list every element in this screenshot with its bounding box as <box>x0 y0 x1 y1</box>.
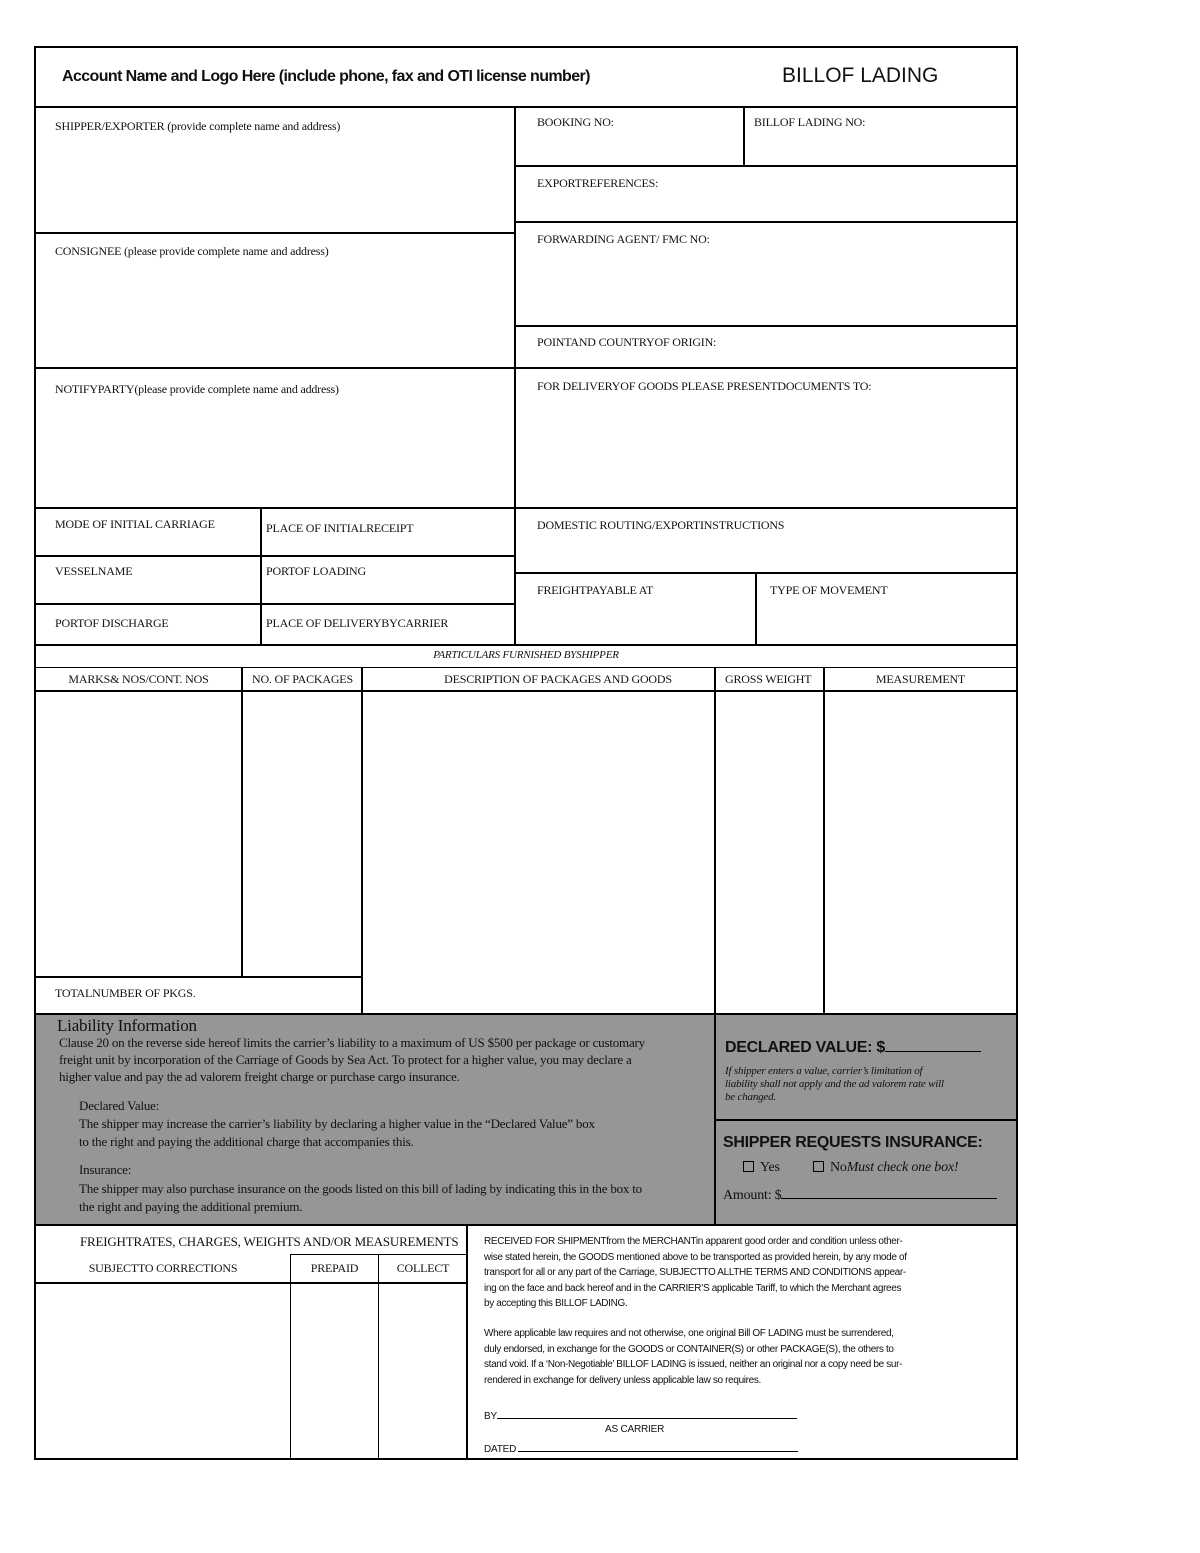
declared-value-text: The shipper may increase the carrier’s liability by declaring a higher value in the “Declared Value” box <box>79 1116 595 1131</box>
rule <box>514 221 1018 223</box>
declared-value-note: If shipper enters a value, carrier’s limitation of <box>725 1065 923 1077</box>
declared-value-label[interactable] <box>725 1035 981 1057</box>
rule <box>290 1254 468 1255</box>
insurance-request-label: SHIPPER REQUESTS INSURANCE: <box>723 1134 983 1151</box>
notify-party-field[interactable]: NOTIFYPARTY(please provide complete name and address) <box>55 382 339 396</box>
rule <box>378 1254 379 1460</box>
domestic-routing-field[interactable]: DOMESTIC ROUTING/EXPORTINSTRUCTIONS <box>537 518 785 532</box>
terms-line: Where applicable law requires and not otherwise, one original Bill OF LADING must be surrendered, <box>484 1328 894 1339</box>
yes-label: Yes <box>760 1160 780 1175</box>
mode-initial-carriage-field[interactable]: MODE OF INITIAL CARRIAGE <box>55 517 215 531</box>
liability-clause-line: higher value and pay the ad valorem freight charge or purchase cargo insurance. <box>59 1069 460 1084</box>
terms-line: transport for all or any part of the Carriage, SUBJECTTO ALLTHE TERMS AND CONDITIONS appear- <box>484 1267 906 1278</box>
declared-value-heading: Declared Value: <box>79 1098 160 1113</box>
rule <box>34 644 1018 646</box>
rule <box>514 367 1018 369</box>
packages-input-area[interactable] <box>244 693 360 975</box>
shipper-exporter-field[interactable]: SHIPPER/EXPORTER (provide complete name and address) <box>55 119 341 133</box>
place-of-delivery-field[interactable]: PLACE OF DELIVERYBYCARRIER <box>266 616 449 630</box>
account-name-placeholder: Account Name and Logo Here (include phone, fax and OTI license number) <box>62 68 590 85</box>
must-check-note: Must check one box! <box>846 1160 959 1175</box>
charges-input-area[interactable] <box>38 1286 288 1458</box>
rule <box>823 667 825 1015</box>
rule <box>34 603 516 605</box>
forwarding-agent-field[interactable]: FORWARDING AGENT/ FMC NO: <box>537 232 710 246</box>
rule <box>514 106 516 646</box>
freight-payable-at-field[interactable]: FREIGHTPAYABLE AT <box>537 583 654 597</box>
rule <box>34 1282 468 1284</box>
as-carrier-label: AS CARRIER <box>605 1424 665 1435</box>
rule <box>34 232 516 234</box>
insurance-heading: Insurance: <box>79 1162 132 1177</box>
rule <box>514 325 1018 327</box>
rule <box>743 106 745 166</box>
rule <box>241 667 243 978</box>
delivery-documents-field[interactable]: FOR DELIVERYOF GOODS PLEASE PRESENTDOCUMENTS TO: <box>537 379 872 393</box>
rule <box>361 667 363 1015</box>
place-initial-receipt-field[interactable]: PLACE OF INITIALRECEIPT <box>266 521 414 535</box>
insurance-amount-field[interactable] <box>723 1184 997 1204</box>
rule <box>714 1119 1018 1121</box>
vessel-name-field[interactable]: VESSELNAME <box>55 564 133 578</box>
rule <box>260 507 262 646</box>
insurance-text: the right and paying the additional premium. <box>79 1199 303 1214</box>
terms-line: stand void. If a ‘Non-Negotiable’ BILLOF LADING is issued, neither an original nor a copy need be sur- <box>484 1359 903 1370</box>
liability-clause-line: freight unit by incorporation of the Carriage of Goods by Sea Act. To protect for a higher value, you may declare a <box>59 1052 632 1067</box>
collect-input-area[interactable] <box>381 1286 465 1458</box>
by-signature-line[interactable] <box>497 1407 797 1419</box>
measurement-input-area[interactable] <box>826 693 1016 1011</box>
column-header-marks: MARKS& NOS/CONT. NOS <box>68 672 209 686</box>
rule <box>514 165 1018 167</box>
terms-line: by accepting this BILLOF LADING. <box>484 1298 628 1309</box>
column-header-gross-weight: GROSS WEIGHT <box>725 672 812 686</box>
column-header-description: DESCRIPTION OF PACKAGES AND GOODS <box>444 672 672 686</box>
bill-of-lading-no-field[interactable]: BILLOF LADING NO: <box>754 115 866 129</box>
rule <box>34 1224 1018 1226</box>
dated-field[interactable] <box>484 1440 798 1455</box>
terms-line: RECEIVED FOR SHIPMENTfrom the MERCHANTin apparent good order and condition unless other- <box>484 1236 903 1247</box>
declared-value-text: to the right and paying the additional charge that accompanies this. <box>79 1134 414 1149</box>
yes-checkbox[interactable] <box>743 1161 754 1172</box>
declared-value-note: liability shall not apply and the ad valorem rate will <box>725 1078 944 1090</box>
port-of-discharge-field[interactable]: PORTOF DISCHARGE <box>55 616 169 630</box>
prepaid-header: PREPAID <box>310 1261 359 1275</box>
booking-no-field[interactable]: BOOKING NO: <box>537 115 614 129</box>
consignee-field[interactable]: CONSIGNEE (please provide complete name and address) <box>55 244 329 258</box>
amount-label: Amount: $ <box>723 1188 782 1203</box>
liability-heading: Liability Information <box>57 1016 197 1035</box>
rule <box>34 507 1018 509</box>
particulars-title: PARTICULARS FURNISHED BYSHIPPER <box>433 649 619 661</box>
terms-line: ing on the face and back hereof and in the CARRIER’S applicable Tariff, to which the Merchant agrees <box>484 1282 902 1294</box>
export-references-field[interactable]: EXPORTREFERENCES: <box>537 176 659 190</box>
rule <box>514 572 1018 574</box>
description-input-area[interactable] <box>364 693 713 1011</box>
document-title: BILLOF LADING <box>782 64 939 87</box>
dated-label: DATED <box>484 1444 517 1455</box>
gross-weight-input-area[interactable] <box>717 693 822 1011</box>
type-of-movement-field[interactable]: TYPE OF MOVEMENT <box>770 583 888 597</box>
marks-input-area[interactable] <box>38 693 240 975</box>
declared-value-input[interactable] <box>885 1035 981 1052</box>
column-header-packages: NO. OF PACKAGES <box>252 672 353 686</box>
port-of-loading-field[interactable]: PORTOF LOADING <box>266 564 366 578</box>
terms-paragraph-1 <box>484 1234 1018 1312</box>
dated-line[interactable] <box>518 1440 798 1452</box>
no-label: No <box>830 1160 847 1175</box>
declared-value-label-text: DECLARED VALUE: $ <box>725 1039 885 1056</box>
amount-input[interactable] <box>781 1184 997 1199</box>
declared-value-note: be changed. <box>725 1091 776 1103</box>
rule <box>290 1254 291 1460</box>
signature-by-field[interactable] <box>484 1407 797 1422</box>
terms-line: duly endorsed, in exchange for the GOODS or CONTAINER(S) or other PACKAGE(S), the others to <box>484 1343 894 1355</box>
rule <box>34 667 1018 668</box>
rule <box>34 555 516 557</box>
rule <box>34 106 1018 108</box>
subject-to-corrections-header: SUBJECTTO CORRECTIONS <box>88 1261 238 1275</box>
rule <box>755 572 757 646</box>
liability-clause-line: Clause 20 on the reverse side hereof limits the carrier’s liability to a maximum of US $500 per package or customary <box>59 1035 645 1050</box>
rule <box>34 976 363 978</box>
insurance-no-option[interactable] <box>813 1160 958 1176</box>
insurance-yes-option[interactable] <box>743 1160 780 1176</box>
terms-paragraph-2 <box>484 1326 1018 1388</box>
rule <box>714 667 716 1015</box>
collect-header: COLLECT <box>396 1261 450 1275</box>
terms-line: rendered in exchange for delivery unless applicable law so requires. <box>484 1374 761 1386</box>
terms-line: wise stated herein, the GOODS mentioned above to be transported as provided herein, by any mode of <box>484 1251 907 1263</box>
by-label: BY <box>484 1411 497 1422</box>
no-checkbox[interactable] <box>813 1161 824 1172</box>
rule <box>34 690 1018 692</box>
insurance-text: The shipper may also purchase insurance on the goods listed on this bill of lading by indicating this in the box to <box>79 1181 642 1196</box>
column-header-measurement: MEASUREMENT <box>875 672 966 686</box>
prepaid-input-area[interactable] <box>293 1286 377 1458</box>
total-packages-field[interactable]: TOTALNUMBER OF PKGS. <box>55 986 196 1000</box>
freight-title: FREIGHTRATES, CHARGES, WEIGHTS AND/OR MEASUREMENTS <box>80 1234 459 1249</box>
rule <box>34 367 516 369</box>
point-country-origin-field[interactable]: POINTAND COUNTRYOF ORIGIN: <box>537 335 717 349</box>
